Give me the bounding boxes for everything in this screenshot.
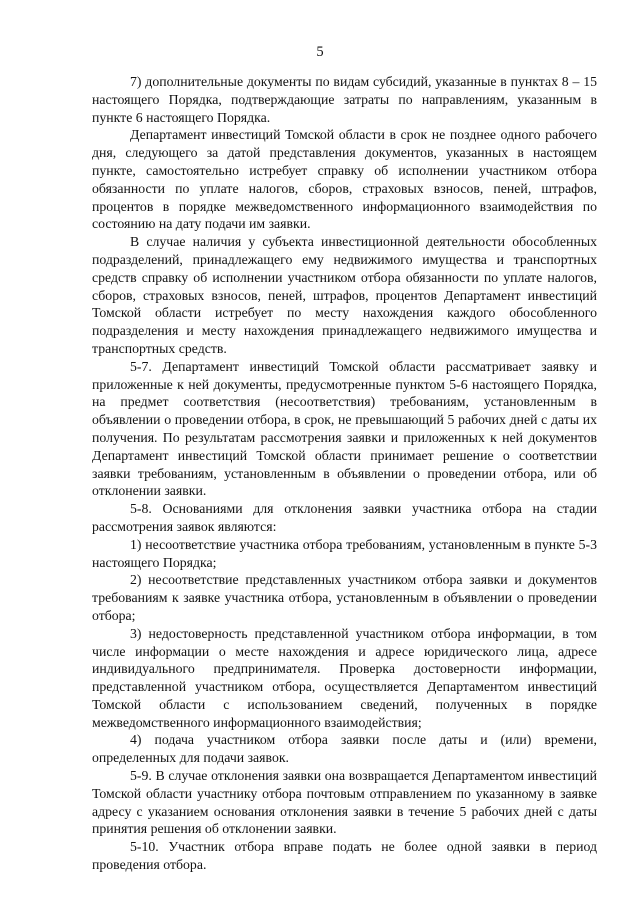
list-item-4-late-submission: 4) подача участником отбора заявки после даты и (или) времени, определенных для подачи заявок. bbox=[92, 732, 597, 766]
page-number: 5 bbox=[316, 44, 324, 60]
list-item-1-nonconformity: 1) несоответствие участника отбора требованиям, установленным в пункте 5-3 настоящего Порядка; bbox=[92, 536, 597, 570]
paragraph-additional-documents: 7) дополнительные документы по видам субсидий, указанные в пунктах 8 – 15 настоящего Порядка, подтверждающие затраты по направлениям, указанным в пункте 6 настоящего Порядка. bbox=[92, 74, 597, 125]
list-item-3-unreliable-information: 3) недостоверность представленной участником отбора информации, в том числе информации о месте нахождения и адресе юридического лица, адресе индивидуального предпринимателя. Проверка достоверности информации, представленной участником отбора, осуществляется Департаментом инвестиций Томской области с использованием сведений, полученных в порядке межведомственного информационного взаимодействия; bbox=[92, 625, 597, 730]
paragraph-5-10-single-application: 5-10. Участник отбора вправе подать не более одной заявки в период проведения отбора. bbox=[92, 839, 597, 873]
paragraph-separate-subdivisions: В случае наличия у субъекта инвестиционной деятельности обособленных подразделений, принадлежащего ему недвижимого имущества и транспортных средств справку об исполнении участником отбора обязанности по уплате налогов, сборов, страховых взносов, пеней, штрафов, процентов Департамент инвестиций Томской области истребует по месту нахождения каждого обособленного подразделения и месту нахождения принадлежащего недвижимого имущества и транспортных средств. bbox=[92, 234, 597, 356]
paragraph-5-7-review: 5-7. Департамент инвестиций Томской области рассматривает заявку и приложенные к ней документы, предусмотренные пунктом 5-6 настоящего Порядка, на предмет соответствия (несоответствия) требованиям, установленным в объявлении о проведении отбора, в срок, не превышающий 5 рабочих дней с даты их получения. По результатам рассмотрения заявки и приложенных к ней документов Департамент инвестиций Томской области принимает решение о соответствии заявки требованиям, установленным в объявлении о проведении отбора, или об отклонении заявки. bbox=[92, 358, 597, 499]
list-item-2-documents-nonconformity: 2) несоответствие представленных участником отбора заявки и документов требованиям к заявке участника отбора, установленным в объявлении о проведении отбора; bbox=[92, 572, 597, 623]
paragraph-5-9-return: 5-9. В случае отклонения заявки она возвращается Департаментом инвестиций Томской области участнику отбора почтовым отправлением по указанному в заявке адресу с указанием основания отклонения заявки в течение 5 рабочих дней с даты принятия решения об отклонении заявки. bbox=[92, 768, 597, 837]
paragraph-5-8-rejection-grounds: 5-8. Основаниями для отклонения заявки участника отбора на стадии рассмотрения заявок являются: bbox=[92, 501, 597, 534]
document-body bbox=[92, 73, 597, 874]
paragraph-tax-certificate-request: Департамент инвестиций Томской области в срок не позднее одного рабочего дня, следующего за датой представления документов, указанных в настоящем пункте, самостоятельно истребует справку об исполнении участником отбора обязанности по уплате налогов, сборов, страховых взносов, пеней, штрафов, процентов в порядке межведомственного информационного взаимодействия по состоянию на дату подачи им заявки. bbox=[92, 127, 597, 232]
